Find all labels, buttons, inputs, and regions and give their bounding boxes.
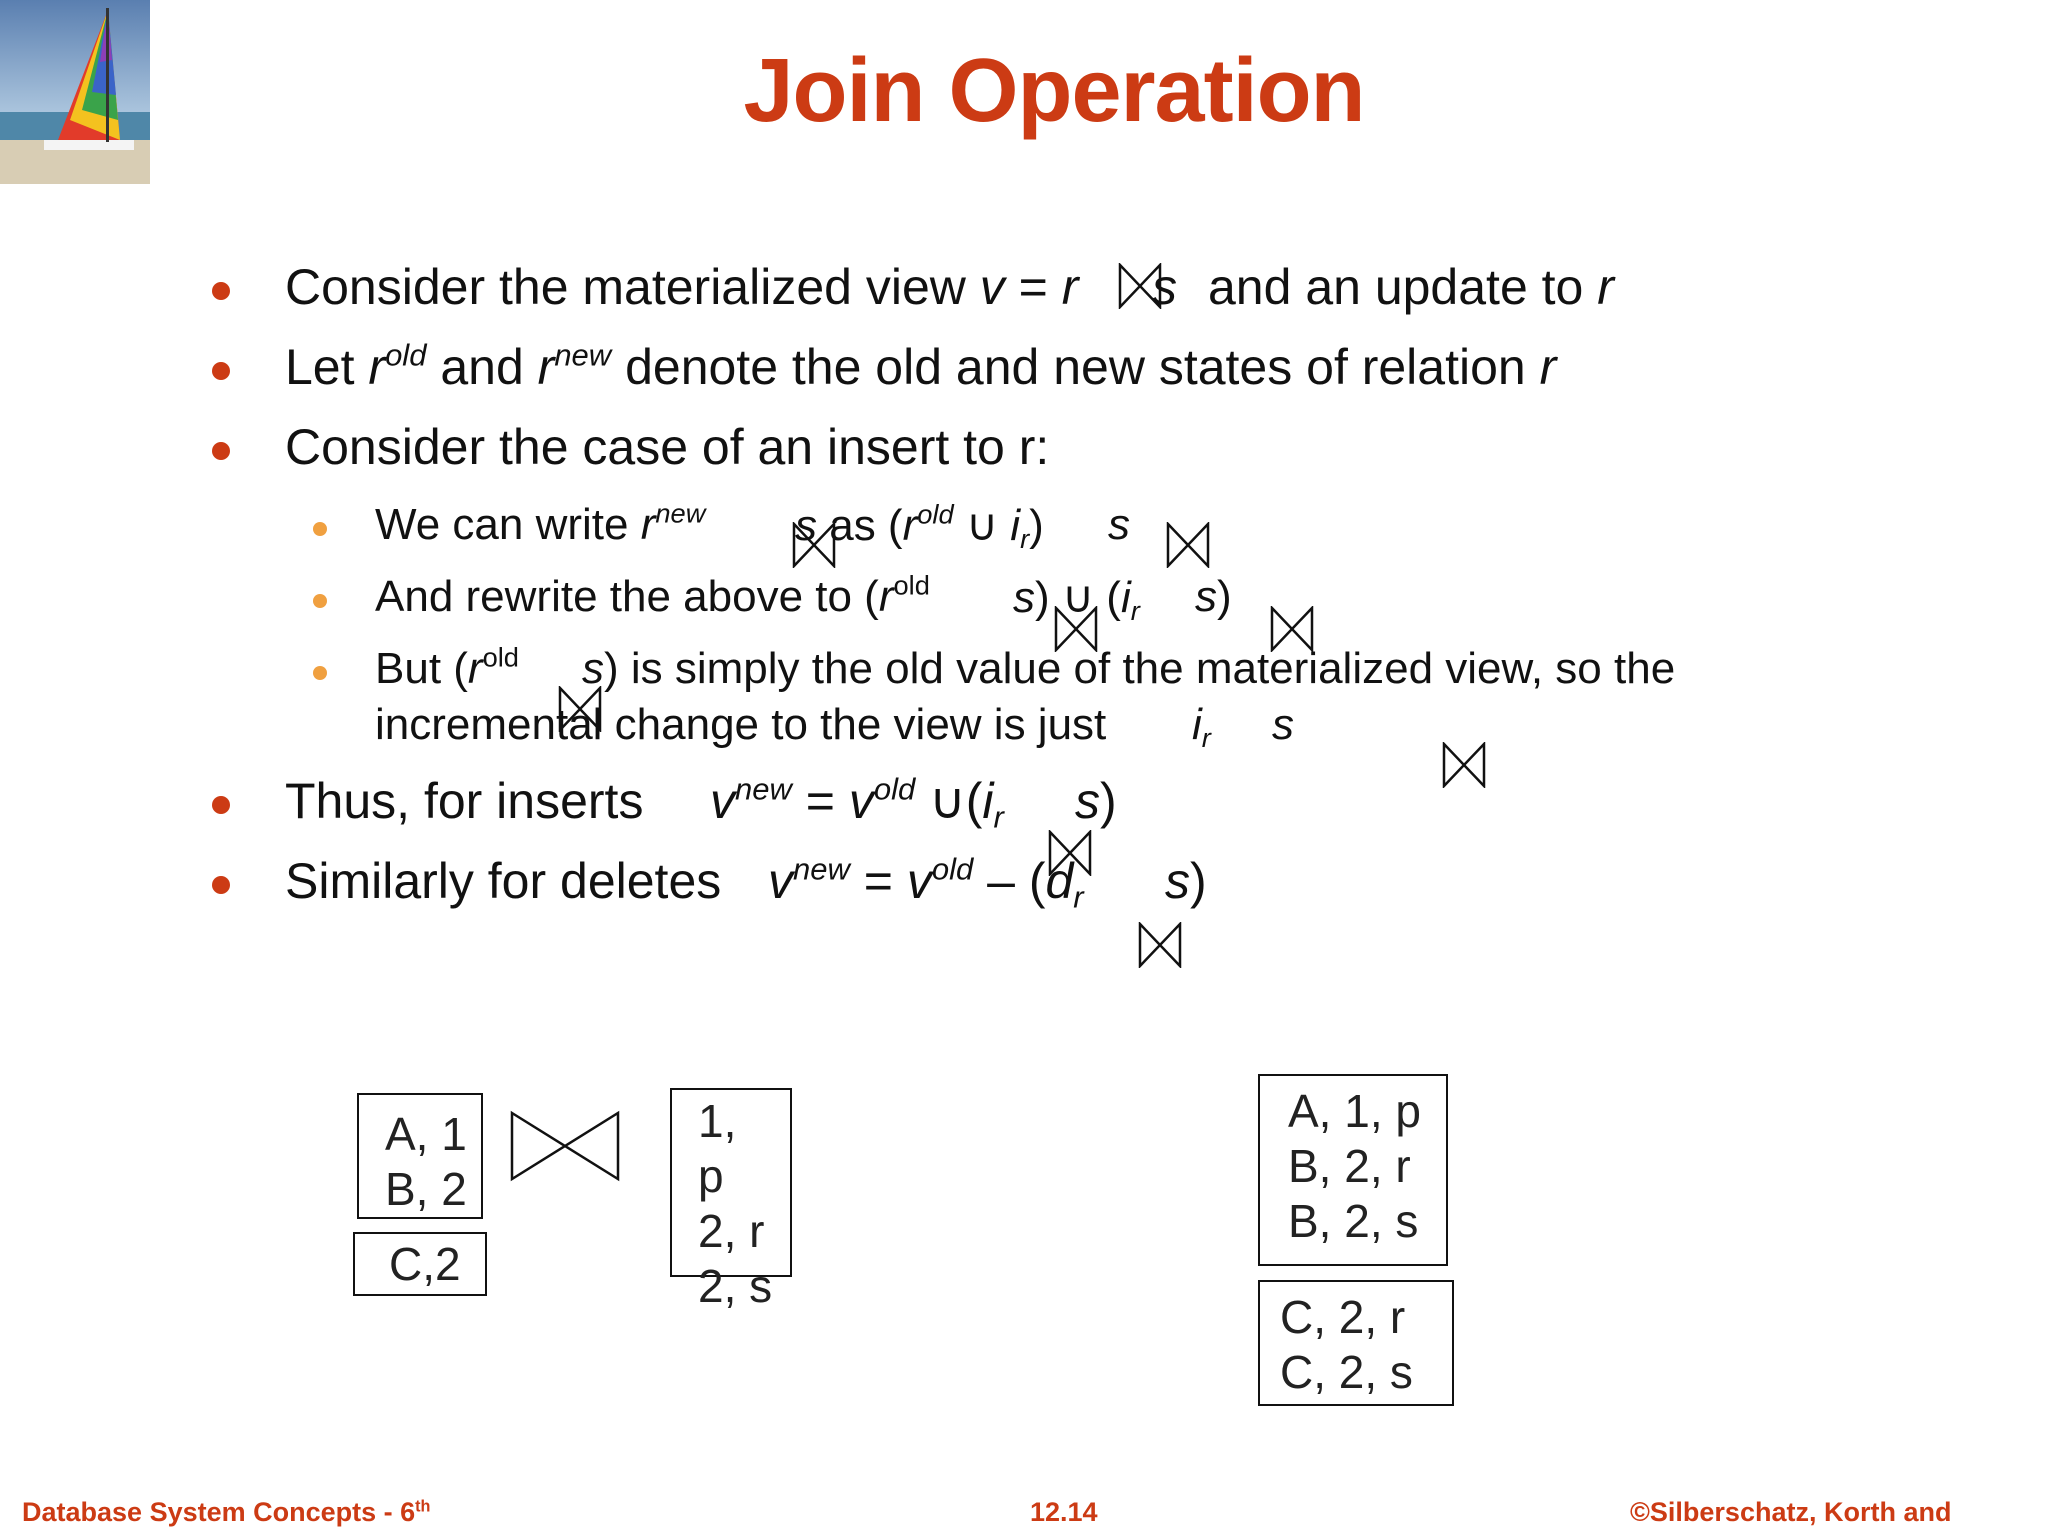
math-var: s	[1165, 853, 1190, 909]
math-var: r	[902, 501, 918, 550]
math-var-s: s	[1152, 259, 1177, 315]
join-symbol-icon	[1048, 830, 1092, 876]
tuple-text: C, 2, s	[1280, 1346, 1413, 1398]
bullet-text: as (	[817, 501, 903, 550]
math-op: ∪	[953, 501, 1011, 550]
bullet-text: We can write	[375, 500, 641, 549]
footer-copyright: ©Silberschatz, Korth and	[1630, 1497, 1952, 1527]
bullet-text: Let	[285, 339, 369, 395]
math-var: s	[795, 501, 817, 550]
superscript: old	[873, 771, 916, 807]
math-var: v	[848, 773, 874, 829]
footer-slide-number: 12.14	[1030, 1497, 1098, 1527]
math-op: ∪(	[915, 773, 983, 829]
tuple-text: 2, s	[698, 1260, 773, 1312]
math-var: r	[1597, 259, 1614, 315]
sub-bullet-rewrite-end	[1195, 572, 1232, 622]
subscript: r	[1020, 523, 1030, 555]
footer-text: Database System Concepts - 6	[22, 1497, 416, 1527]
math-op: =	[791, 773, 849, 829]
superscript: old	[917, 498, 954, 530]
join-symbol-icon	[1118, 263, 1162, 309]
tuple-text: C, 2, r	[1280, 1291, 1406, 1343]
math-op: ) ∪ (	[1035, 573, 1121, 622]
math-var: v	[906, 853, 932, 909]
math-op: =	[849, 853, 907, 909]
bullet-inserts-end	[1075, 772, 1117, 830]
subscript: r	[1073, 879, 1084, 915]
tuple-text: B, 2	[385, 1163, 467, 1215]
join-symbol-icon	[1054, 606, 1098, 652]
math-var: s	[1013, 573, 1035, 622]
bullet-text: denote the old and new states of relation	[611, 339, 1540, 395]
bullet-marker	[212, 796, 230, 814]
bullet-old-new-states	[285, 338, 1556, 396]
bullet-inserts-formula	[710, 771, 1004, 835]
math-var: i	[1120, 573, 1131, 622]
tuple-text: A, 1	[385, 1108, 467, 1160]
sub-bullet-old-value-rest	[582, 644, 1675, 694]
sub-bullet-marker	[313, 522, 327, 536]
join-symbol-icon	[1270, 606, 1314, 652]
subscript: r	[1130, 595, 1140, 627]
join-symbol-icon	[1138, 922, 1182, 968]
math-op: )	[1190, 853, 1207, 909]
superscript: old	[893, 569, 930, 601]
sub-bullet-rewrite	[375, 569, 930, 622]
superscript: new	[655, 497, 706, 529]
math-var: r	[878, 572, 894, 621]
sub-bullet-old-value	[375, 641, 519, 694]
math-var: r	[640, 500, 656, 549]
superscript: new	[735, 771, 792, 807]
tuple-text: C,2	[389, 1238, 461, 1290]
sub-bullet-write-rnew	[375, 497, 706, 550]
math-op: =	[1004, 259, 1062, 315]
math-var: r	[467, 644, 483, 693]
superscript: new	[793, 851, 850, 887]
relation-r-insert-box	[353, 1232, 487, 1296]
math-op: – (	[973, 853, 1046, 909]
superscript: old	[385, 337, 427, 373]
superscript: old	[931, 851, 974, 887]
math-var: i	[1192, 700, 1202, 749]
bullet-insert-case: Consider the case of an insert to r:	[285, 419, 1050, 475]
slide-title: Join Operation	[743, 41, 1365, 141]
bullet-marker	[212, 442, 230, 460]
result-insert-box	[1258, 1280, 1454, 1406]
subscript: r	[993, 799, 1004, 835]
join-symbol-icon	[1442, 742, 1486, 788]
math-var: i	[982, 773, 994, 829]
bullet-update-text	[1208, 258, 1614, 316]
bullet-text: Consider the materialized view	[285, 259, 980, 315]
result-box	[1258, 1074, 1448, 1266]
math-var: d	[1045, 853, 1074, 909]
math-var-ir	[1192, 700, 1211, 754]
math-var: v	[979, 259, 1005, 315]
math-var: r	[1539, 339, 1557, 395]
bullet-text: But (	[375, 644, 468, 693]
join-symbol-icon	[792, 522, 836, 568]
math-var: s	[1075, 773, 1100, 829]
tuple-text: B, 2, r	[1288, 1140, 1411, 1192]
math-var: v	[710, 773, 735, 829]
bullet-consider-view	[285, 258, 1078, 316]
tuple-text: p	[698, 1150, 724, 1202]
bullet-text: and	[426, 339, 538, 395]
superscript: th	[415, 1497, 431, 1516]
math-var: v	[768, 853, 793, 909]
sub-bullet-marker	[313, 666, 327, 680]
superscript: old	[482, 641, 519, 673]
bullet-deletes-formula	[768, 851, 1084, 915]
math-var: r	[368, 339, 386, 395]
bullet-inserts-label: Thus, for inserts	[285, 773, 644, 829]
tuple-text: B, 2, s	[1288, 1195, 1419, 1247]
bullet-text: ) is simply the old value of the materialized view, so the	[604, 644, 1676, 693]
math-var-s: s	[1272, 700, 1294, 749]
bullet-text: and an update to	[1208, 259, 1598, 315]
bullet-marker	[212, 362, 230, 380]
sub-bullet-incremental: incremental change to the view is just	[375, 700, 1107, 749]
math-var-s: s	[1108, 500, 1130, 549]
tuple-text: 1,	[698, 1095, 737, 1147]
bullet-text: And rewrite the above to (	[375, 572, 879, 621]
math-op: )	[1217, 572, 1232, 621]
math-var: r	[537, 339, 555, 395]
tuple-text: A, 1, p	[1288, 1085, 1421, 1137]
bullet-marker	[212, 282, 230, 300]
relation-s-box	[670, 1088, 792, 1312]
superscript: new	[554, 337, 612, 373]
sub-bullet-marker	[313, 594, 327, 608]
math-var: i	[1010, 501, 1021, 550]
relation-r-box	[357, 1093, 483, 1219]
join-symbol-icon	[558, 686, 602, 732]
math-var: r	[1061, 259, 1079, 315]
subscript: r	[1201, 722, 1211, 754]
tuple-text: 2, r	[698, 1205, 765, 1257]
math-var: s	[1195, 572, 1217, 621]
footer-book-title	[22, 1497, 430, 1528]
math-op: )	[1100, 773, 1117, 829]
join-symbol-icon	[1166, 522, 1210, 568]
join-symbol-icon	[510, 1110, 620, 1182]
bullet-deletes-end	[1165, 852, 1207, 910]
math-op: )	[1029, 501, 1044, 550]
math-var: s	[582, 644, 604, 693]
bullet-marker	[212, 876, 230, 894]
bullet-deletes-label: Similarly for deletes	[285, 853, 722, 909]
